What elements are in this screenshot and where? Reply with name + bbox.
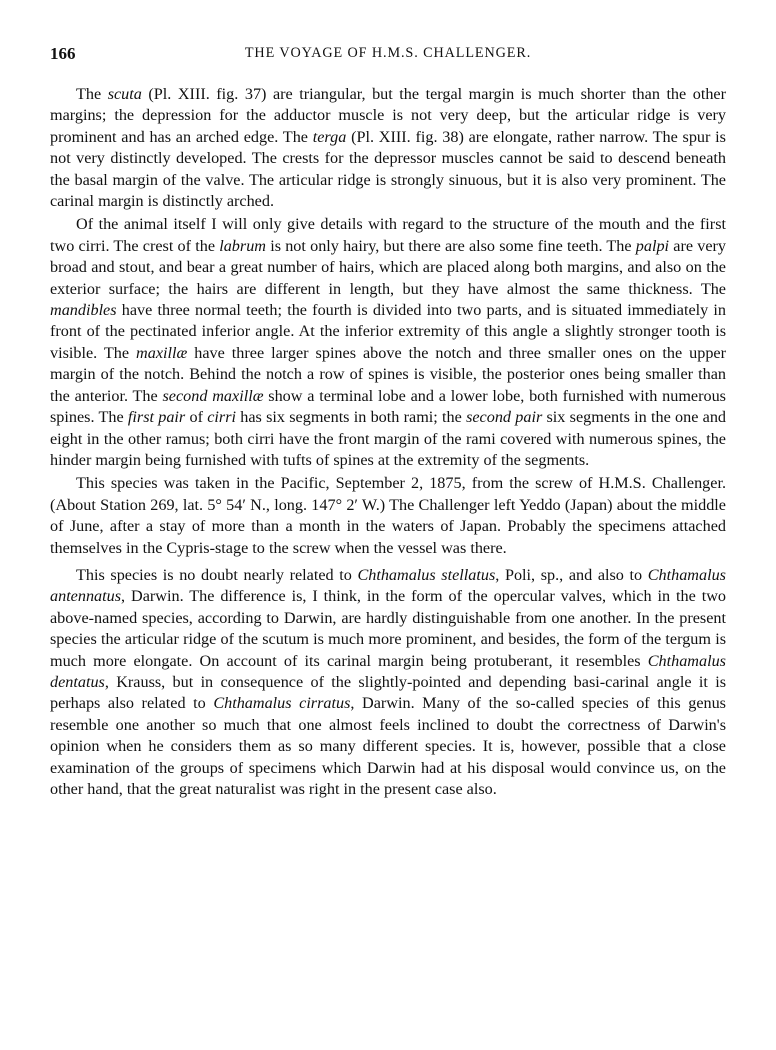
italic-term: palpi [635,236,670,255]
page-header [50,44,726,68]
text-run: are very broad and stout, and bear a great number of hairs, which are placed along both margins, and also on the exterior surface; the hairs are different in length, but they have almost the same thickness. The [50,236,726,298]
body-text [50,84,726,800]
text-run: (Pl. XIII. fig. 37) are triangular, but the tergal margin is much shorter than the other margins; the depression for the adductor muscle is not very deep, but the articular ridge is very prominent and has an arched edge. The [50,85,726,146]
text-run: (Pl. XIII. fig. 38) are elongate, rather narrow. The spur is not very distinctly developed. The crests for the depressor muscles cannot be said to descend beneath the basal margin of the valve. The articular ridge is strongly sinuous, but it is also very prominent. The carinal margin is distinctly arched. [50,127,726,211]
text-run: of [185,408,208,427]
text-run: show a terminal lobe and a lower lobe, both furnished with numerous spines. The [50,386,726,427]
italic-term: labrum [219,236,266,255]
text-run: The [76,85,108,103]
italic-term: Chthamalus cirratus [213,694,351,713]
italic-term: mandibles [50,301,117,320]
text-run: Of the animal itself I will only give details with regard to the structure of the mouth and the first two cirri. The crest of the [50,215,726,255]
italic-term: second pair [466,408,543,427]
italic-term: cirri [207,408,237,427]
text-run: has six segments in both rami; the [236,408,467,427]
italic-term: first pair [127,408,186,427]
text-run: , Darwin. The difference is, I think, in the form of the opercular valves, which in the two above-named species, according to Darwin, are hardly distinguishable from one another. In the present species the articular ridge of the scutum is much more prominent, and besides, the form of the tergum is much more elongate. On account of its carinal margin being protuberant, it resembles [50,587,726,670]
text-run: , Darwin. Many of the so-called species of this genus resemble one another so much that one almost feels inclined to doubt the correctness of Darwin's opinion when he considers them as so many different species. It is, however, possible that a close examination of the groups of specimens which Darwin had at his disposal would convince us, on the other hand, that the great naturalist was right in the present case also. [50,694,726,798]
italic-term: terga [312,127,347,146]
text-run: have three larger spines above the notch and three smaller ones on the upper margin of the notch. Behind the notch a row of spines is visible, the posterior ones being smaller than the anterior. The [50,343,726,405]
italic-term: Chthamalus stellatus [357,565,496,584]
text-run: , Poli, sp., and also to [495,565,648,584]
page-number: 166 [50,44,76,63]
paragraph-locality [50,473,726,559]
italic-term: second maxillæ [162,386,264,405]
italic-term: Chthamalus antennatus [50,565,726,606]
text-run: six segments in the one and eight in the other ramus; both cirri have the front margin of the rami covered with numerous spines, the hinder margin being furnished with tufts of spines at the extremity of the segments. [50,408,727,469]
running-title: THE VOYAGE OF H.M.S. CHALLENGER. [244,45,532,61]
text-run: is not only hairy, but there are also some fine teeth. The [266,236,636,255]
paragraph-affinities [50,565,726,800]
text-run: This species was taken in the Pacific, September 2, 1875, from the screw of H.M.S. Challenger. (About Station 269, lat. 5° 54′ N., long. 147° 2′ W.) The Challenger left Yeddo (Japan) about the middle of June, after a stay of more than a month in the waters of Japan. Probably the specimens attached themselves in the Cypris-stage to the screw when the vessel was there. [50,474,726,557]
italic-term: maxillæ [136,343,188,362]
italic-term: Chthamalus dentatus [50,651,726,691]
italic-term: scuta [107,85,142,103]
paragraph-mouth-cirri [50,214,726,471]
text-run: This species is no doubt nearly related to [76,565,358,584]
paragraph-scuta-terga [50,84,726,212]
text-run: , Krauss, but in consequence of the slightly-pointed and depending basi-carinal angle it is perhaps also related to [50,672,726,713]
text-run: have three normal teeth; the fourth is divided into two parts, and is situated immediately in front of the pectinated inferior angle. At the inferior extremity of this angle a slightly stronger tooth is visible. The [50,301,726,362]
